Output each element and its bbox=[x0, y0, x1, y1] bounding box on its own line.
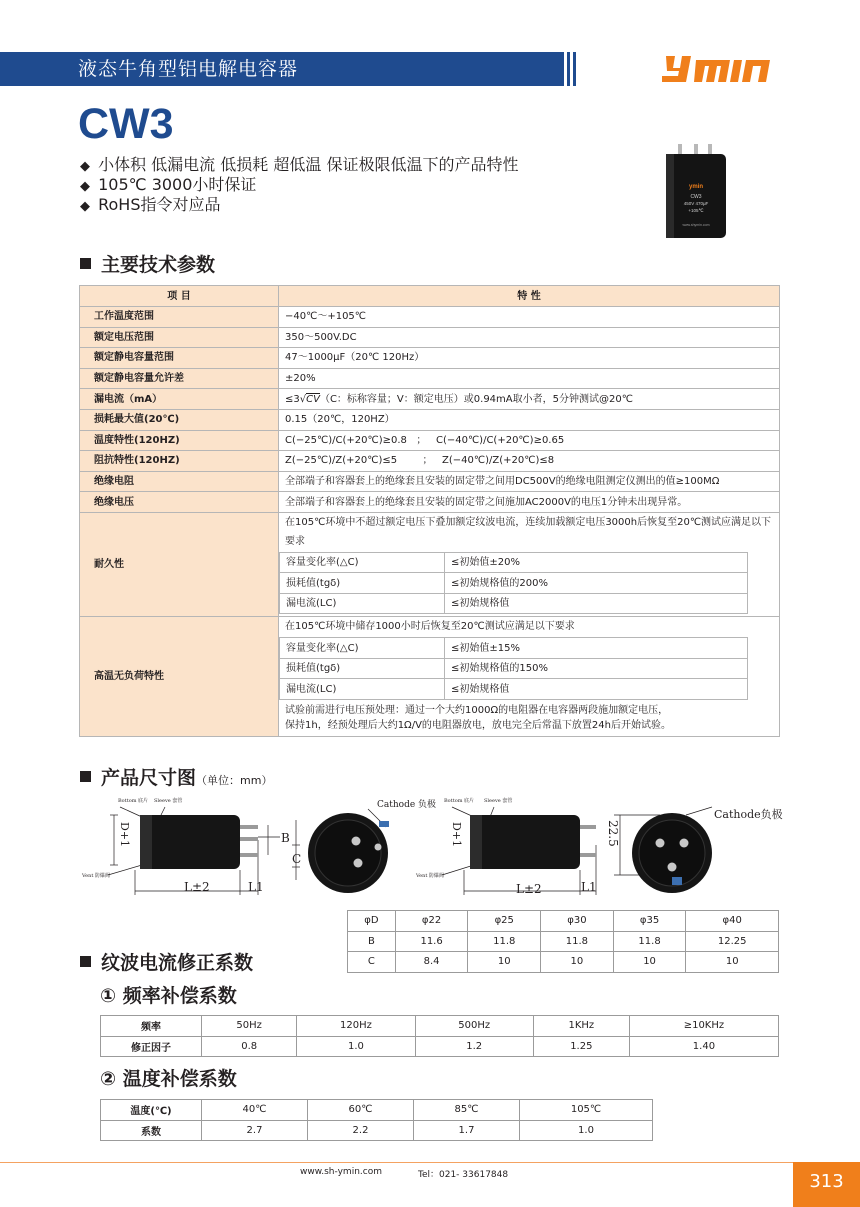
table-row: 损耗最大值(20℃) 0.15（20℃，120HZ） bbox=[80, 409, 780, 430]
length-label: L±2 bbox=[516, 882, 542, 896]
dimension-table bbox=[347, 910, 779, 973]
length-label: L±2 bbox=[184, 880, 210, 894]
table-row: 频率 50Hz 120Hz 500Hz 1KHz ≥10KHz bbox=[101, 1016, 779, 1037]
photo-logo: ymin bbox=[688, 184, 704, 190]
table-row: 漏电流（mA） ≤3√CV（C：标称容量；V：额定电压）或0.94mA取小者，5分钟测试@20℃ bbox=[80, 389, 780, 410]
shelf-note: 保持1h，经预处理后大约1Ω/V的电阻器放电，放电完全后常温下放置24h后开始试验。 bbox=[285, 719, 671, 731]
diamond-bullet-icon: ◆ bbox=[80, 159, 90, 174]
table-row: 损耗值(tgδ) ≤初始规格值的200% bbox=[280, 573, 748, 594]
svg-text:+105℃: +105℃ bbox=[688, 208, 704, 213]
table-row: 额定电压范围 350～500V.DC bbox=[80, 327, 780, 348]
sleeve-label: Sleeve 套管 bbox=[484, 798, 513, 804]
footer-rule bbox=[0, 1162, 793, 1163]
sqrt-icon: √ bbox=[299, 393, 307, 405]
dimension-drawing-end-1 bbox=[288, 805, 398, 900]
capacitor-photo bbox=[664, 142, 728, 240]
ripple-section-title: 纹波电流修正系数 bbox=[80, 951, 253, 975]
shelf-life-row: 高温无负荷特性 在105℃环境中储存1000小时后恢复至20℃测试应满足以下要求 容量变化率(△C) ≤初始值±15% 损耗值(tgδ) ≤初始规格值的150% 漏电流(LC) ≤初始规格值 试验前需进行电压预处理：通过一个大约1000Ω的电阻器在电容器两段施加额定电压， 保持1h，经预处理后大约1Ω/V的电阻器放电，放电完全后常温下放置24h后开始试验。 bbox=[80, 617, 780, 737]
table-row: 温度(℃) 40℃ 60℃ 85℃ 105℃ bbox=[101, 1100, 653, 1121]
table-row: 修正因子 0.8 1.0 1.2 1.25 1.40 bbox=[101, 1036, 779, 1057]
sleeve-label: Sleeve 套管 bbox=[154, 798, 183, 804]
series-name: CW3 bbox=[78, 100, 174, 148]
table-row: 损耗值(tgδ) ≤初始规格值的150% bbox=[280, 658, 748, 679]
square-bullet-icon bbox=[80, 956, 91, 967]
shelf-subtable bbox=[279, 637, 748, 700]
shelf-intro: 在105℃环境中储存1000小时后恢复至20℃测试应满足以下要求 bbox=[285, 621, 575, 633]
feature-item: ◆ RoHS指令对应品 bbox=[80, 195, 220, 217]
feature-item: ◆ 105℃ 3000小时保证 bbox=[80, 175, 256, 197]
table-row: 温度特性(120HZ) C(−25℃)/C(+20℃)≥0.8 ； C(−40℃)/C(+20℃)≥0.65 bbox=[80, 430, 780, 451]
table-row: 绝缘电阻 全部端子和容器套上的绝缘套且安装的固定带之间用DC500V的绝缘电阻测定仪测出的值≥100MΩ bbox=[80, 471, 780, 492]
c-label: C bbox=[292, 852, 302, 866]
table-row: 阻抗特性(120HZ) Z(−25℃)/Z(+20℃)≤5 ； Z(−40℃)/Z(+20℃)≤8 bbox=[80, 451, 780, 472]
dim-22-5-label: 22.5 bbox=[606, 820, 620, 847]
frequency-table bbox=[100, 1015, 779, 1057]
page-number: 313 bbox=[793, 1162, 860, 1207]
diamond-bullet-icon: ◆ bbox=[80, 179, 90, 194]
table-row: φD φ22 φ25 φ30 φ35 φ40 bbox=[348, 911, 779, 932]
l1-label: L1 bbox=[248, 880, 264, 894]
diameter-label: D+1 bbox=[118, 822, 131, 848]
table-row: 漏电流(LC) ≤初始规格值 bbox=[280, 593, 748, 614]
diameter-label: D+1 bbox=[450, 822, 463, 848]
diamond-bullet-icon: ◆ bbox=[80, 199, 90, 214]
l1-label: L1 bbox=[581, 880, 597, 894]
spec-table bbox=[79, 285, 780, 737]
endurance-intro: 在105℃环境中不超过额定电压下叠加额定纹波电流，连续加载额定电压3000h后恢复至20℃测试应满足以下要求 bbox=[285, 516, 772, 547]
table-row: 漏电流(LC) ≤初始规格值 bbox=[280, 679, 748, 700]
footer-website: www.sh-ymin.com bbox=[300, 1167, 382, 1177]
square-bullet-icon bbox=[80, 258, 91, 269]
vent-label: Vent 防爆阀 bbox=[82, 873, 110, 879]
footer-tel: Tel：021- 33617848 bbox=[418, 1170, 509, 1180]
svg-text:CW3: CW3 bbox=[690, 194, 702, 200]
spec-table-header: 项 目 特 性 bbox=[80, 286, 780, 307]
temperature-subtitle: ② 温度补偿系数 bbox=[100, 1068, 237, 1090]
vent-label: Vent 防爆阀 bbox=[416, 873, 444, 879]
ymin-logo bbox=[662, 50, 782, 90]
cathode-label-2: Cathode负极 bbox=[714, 808, 783, 821]
table-row: 额定静电容量允许差 ±20% bbox=[80, 368, 780, 389]
table-row: B 11.6 11.8 11.8 11.8 12.25 bbox=[348, 931, 779, 952]
table-row: 额定静电容量范围 47～1000μF（20℃ 120Hz） bbox=[80, 348, 780, 369]
cathode-label-1: Cathode 负极 bbox=[377, 800, 437, 810]
dimension-section-title: 产品尺寸图（单位：mm） bbox=[80, 766, 272, 793]
bottom-label: Bottom 底片 bbox=[444, 798, 475, 804]
table-row: 容量变化率(△C) ≤初始值±20% bbox=[280, 552, 748, 573]
bottom-label: Bottom 底片 bbox=[118, 798, 149, 804]
shelf-note: 试验前需进行电压预处理：通过一个大约1000Ω的电阻器在电容器两段施加额定电压， bbox=[285, 704, 669, 716]
temperature-table bbox=[100, 1099, 653, 1141]
table-row: 系数 2.7 2.2 1.7 1.0 bbox=[101, 1120, 653, 1141]
endurance-subtable bbox=[279, 552, 748, 615]
header-title: 液态牛角型铝电解电容器 bbox=[78, 58, 299, 80]
b-label: B bbox=[281, 831, 290, 845]
frequency-subtitle: ① 频率补偿系数 bbox=[100, 985, 237, 1007]
table-row: 工作温度范围 −40℃～+105℃ bbox=[80, 307, 780, 328]
svg-text:450V 470μF: 450V 470μF bbox=[683, 201, 709, 206]
table-row: 容量变化率(△C) ≤初始值±15% bbox=[280, 638, 748, 659]
spec-section-title: 主要技术参数 bbox=[80, 253, 215, 277]
feature-item: ◆ 小体积 低漏电流 低损耗 超低温 保证极限低温下的产品特性 bbox=[80, 155, 518, 177]
header-stripes bbox=[488, 52, 584, 86]
square-bullet-icon bbox=[80, 771, 91, 782]
endurance-row: 耐久性 在105℃环境中不超过额定电压下叠加额定纹波电流，连续加载额定电压3000h后恢复至20℃测试应满足以下要求 容量变化率(△C) ≤初始值±20% 损耗值(tgδ) ≤初始规格值的200% 漏电流(LC) ≤初始规格值 bbox=[80, 512, 780, 617]
table-row: C 8.4 10 10 10 10 bbox=[348, 952, 779, 973]
table-row: 绝缘电压 全部端子和容器套上的绝缘套且安装的固定带之间施加AC2000V的电压1分钟未出现异常。 bbox=[80, 492, 780, 513]
svg-text:www.shymin.com: www.shymin.com bbox=[682, 223, 710, 227]
